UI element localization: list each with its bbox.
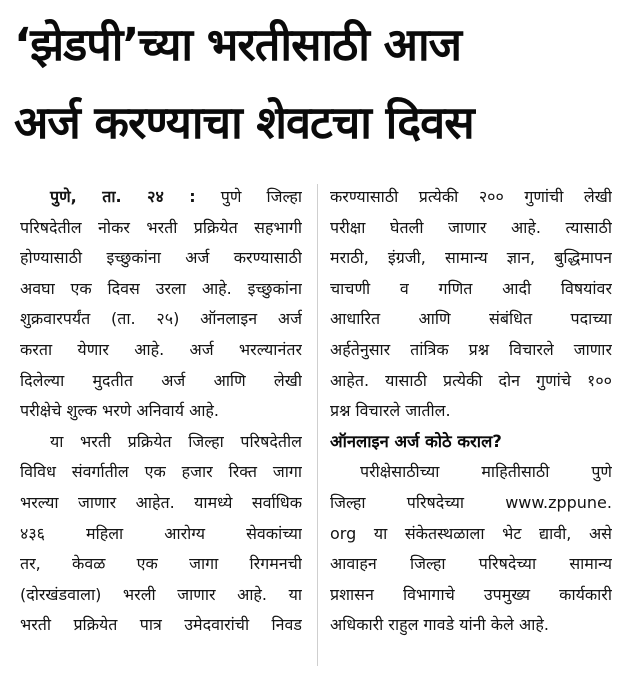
article-line: या भरती प्रक्रियेत जिल्हा परिषदेतील xyxy=(50,431,302,451)
article-line xyxy=(20,182,302,213)
article-line: चाचणी व गणित आदी विषयांवर xyxy=(330,278,612,298)
article-column-right xyxy=(330,182,612,641)
article-line: तर, केवळ एक जागा रिगमनची xyxy=(20,554,302,574)
article-line: दिलेल्या मुदतीत अर्ज आणि लेखी xyxy=(20,370,302,390)
article-line: जिल्हा परिषदेच्या www.zppune. xyxy=(330,492,612,512)
article-line: परीक्षा घेतली जाणार आहे. त्यासाठी xyxy=(330,217,612,237)
article-column-left xyxy=(20,182,302,641)
article-line: होण्यासाठी इच्छुकांना अर्ज करण्यासाठी xyxy=(20,248,302,268)
article-line: आहेत. यासाठी प्रत्येकी दोन गुणांचे १०० xyxy=(330,370,612,390)
article-line: भरती प्रक्रियेत पात्र उमेदवारांची निवड xyxy=(20,615,302,635)
article-line: परीक्षेसाठीच्या माहितीसाठी पुणे xyxy=(360,462,612,482)
article-line: अवघा एक दिवस उरला आहे. इच्छुकांना xyxy=(20,278,302,298)
article-line: आवाहन जिल्हा परिषदेच्या सामान्य xyxy=(330,554,612,574)
article-line: परिषदेतील नोकर भरती प्रक्रियेत सहभागी xyxy=(20,217,302,237)
article-line: अर्हतेनुसार तांत्रिक प्रश्न विचारले जाणार xyxy=(330,339,612,359)
headline-line-1: ‘झेडपी’च्या भरतीसाठी आज xyxy=(14,18,462,71)
article-line: मराठी, इंग्रजी, सामान्य ज्ञान, बुद्धिमापन xyxy=(330,248,612,268)
article-line: आधारित आणि संबंधित पदाच्या xyxy=(330,309,612,329)
article-line: अधिकारी राहुल गावडे यांनी केले आहे. xyxy=(330,615,549,635)
article-line: शुक्रवारपर्यंत (ता. २५) ऑनलाइन अर्ज xyxy=(20,309,302,329)
subheading: ऑनलाइन अर्ज कोठे कराल? xyxy=(330,431,502,451)
article-line: करण्यासाठी प्रत्येकी २०० गुणांची लेखी xyxy=(330,187,612,206)
article-line: परीक्षेचे शुल्क भरणे अनिवार्य आहे. xyxy=(20,401,219,421)
article-line: (दोरखंडवाला) भरली जाणार आहे. या xyxy=(20,584,302,604)
article-line: ४३६ महिला आरोग्य सेवकांच्या xyxy=(20,523,302,543)
article-line: करता येणार आहे. अर्ज भरल्यानंतर xyxy=(20,339,302,359)
article-line: org या संकेतस्थळाला भेट द्यावी, असे xyxy=(330,523,612,543)
article-line: प्रश्न विचारले जातील. xyxy=(330,401,451,421)
dateline: पुणे, ता. २४ : xyxy=(50,187,196,206)
article-line: प्रशासन विभागाचे उपमुख्य कार्यकारी xyxy=(330,584,612,604)
headline xyxy=(14,6,614,162)
article-line: भरल्या जाणार आहेत. यामध्ये सर्वाधिक xyxy=(20,492,302,512)
article-line: विविध संवर्गातील एक हजार रिक्त जागा xyxy=(20,462,302,482)
column-divider xyxy=(317,184,318,666)
headline-line-2: अर्ज करण्याचा शेवटचा दिवस xyxy=(14,96,474,149)
article-line-text: पुणे जिल्हा xyxy=(220,187,302,206)
